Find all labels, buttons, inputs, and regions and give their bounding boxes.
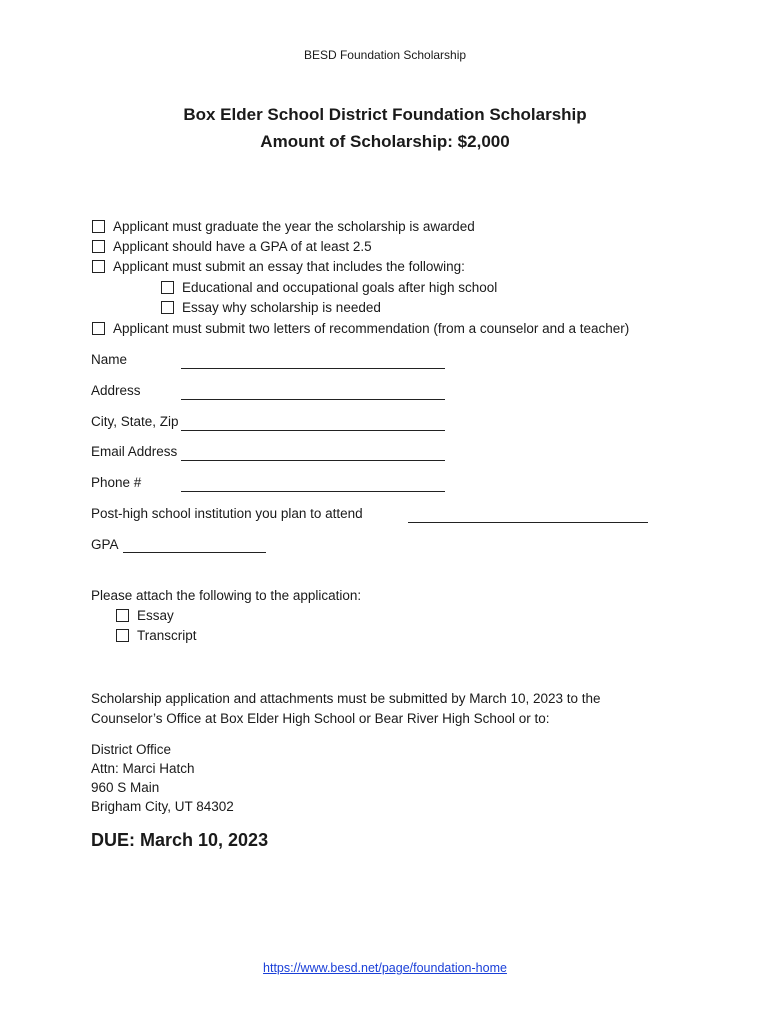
attach-checkbox[interactable] [116, 629, 129, 642]
address-line: Attn: Marci Hatch [91, 761, 195, 776]
requirement-item [92, 239, 372, 254]
phone-field[interactable] [181, 491, 445, 492]
institution-label: Post-high school institution you plan to attend [91, 506, 363, 521]
requirement-label: Applicant must graduate the year the scholarship is awarded [113, 219, 475, 234]
institution-field[interactable] [408, 522, 648, 523]
requirement-checkbox[interactable] [92, 220, 105, 233]
requirement-item [92, 259, 465, 274]
city-state-zip-label: City, State, Zip [91, 414, 179, 429]
requirement-label: Applicant must submit an essay that includes the following: [113, 259, 465, 274]
email-label: Email Address [91, 444, 178, 459]
address-field[interactable] [181, 399, 445, 400]
attach-item-label: Essay [137, 608, 174, 623]
essay-item [161, 300, 381, 315]
phone-label: Phone # [91, 475, 142, 490]
requirement-label: Applicant should have a GPA of at least 2.5 [113, 239, 372, 254]
attach-item [116, 608, 174, 623]
attach-item [116, 628, 197, 643]
requirement-item [92, 321, 629, 336]
name-field[interactable] [181, 368, 445, 369]
requirement-checkbox[interactable] [92, 240, 105, 253]
requirement-checkbox[interactable] [92, 260, 105, 273]
email-field[interactable] [181, 460, 445, 461]
essay-checkbox[interactable] [161, 281, 174, 294]
address-line: Brigham City, UT 84302 [91, 799, 234, 814]
attach-heading: Please attach the following to the application: [91, 588, 362, 603]
attach-checkbox[interactable] [116, 609, 129, 622]
address-line: 960 S Main [91, 780, 160, 795]
essay-checkbox[interactable] [161, 301, 174, 314]
address-label: Address [91, 383, 141, 398]
address-line: District Office [91, 742, 172, 757]
essay-item-label: Educational and occupational goals after high school [182, 280, 498, 295]
requirement-label: Applicant must submit two letters of recommendation (from a counselor and a teacher) [113, 321, 630, 336]
submission-text: Scholarship application and attachments must be submitted by March 10, 2023 to the [91, 691, 601, 706]
gpa-label: GPA [91, 537, 119, 552]
page-header: BESD Foundation Scholarship [303, 48, 467, 62]
gpa-field[interactable] [123, 552, 266, 553]
name-label: Name [91, 352, 128, 367]
essay-item-label: Essay why scholarship is needed [182, 300, 381, 315]
attach-item-label: Transcript [137, 628, 197, 643]
requirement-item [92, 219, 475, 234]
submission-text: Counselor’s Office at Box Elder High School or Bear River High School or to: [91, 711, 550, 726]
city-state-zip-field[interactable] [181, 430, 445, 431]
due-date: DUE: March 10, 2023 [91, 830, 269, 850]
scholarship-amount: Amount of Scholarship: $2,000 [260, 132, 510, 151]
requirement-checkbox[interactable] [92, 322, 105, 335]
essay-item [161, 280, 497, 295]
foundation-link[interactable]: https://www.besd.net/page/foundation-home [263, 961, 507, 975]
form-title: Box Elder School District Foundation Scholarship [183, 105, 587, 124]
